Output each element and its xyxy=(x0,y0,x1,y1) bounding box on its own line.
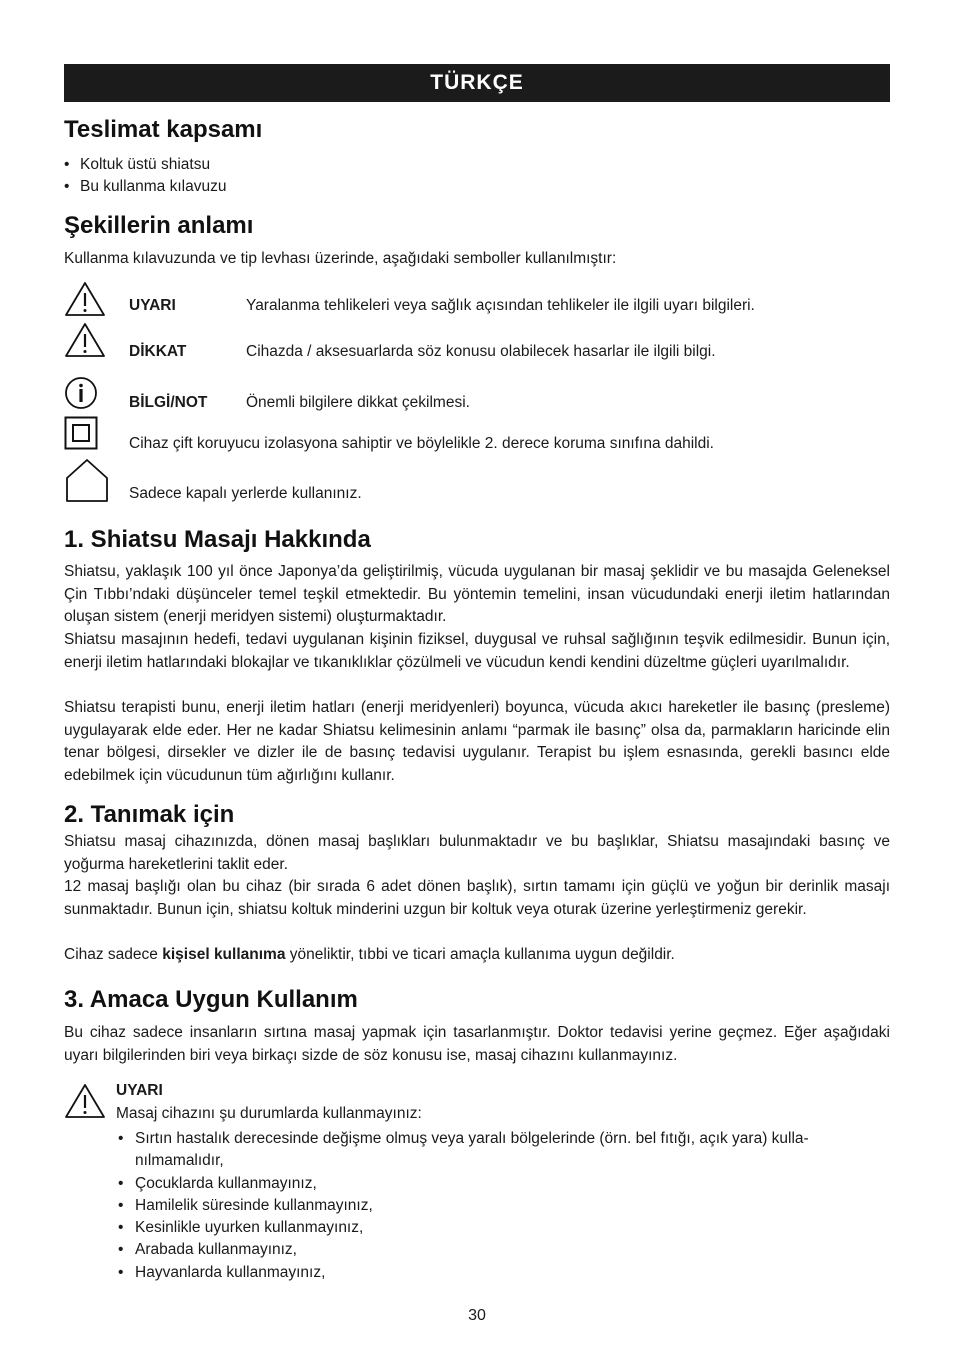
section1-paragraph: Shiatsu masajının hedefi, tedavi uygulanan kişinin fiziksel, duygusal ve ruhsal sağlığının teşvik edilmesidir. Bunun için, enerji iletim hatlarındaki blokajlar ve tıkanıklıklar çözülmeli ve vücudun kendi kendini düzeltme güçleri uyarılmalıdır. xyxy=(64,631,890,671)
symbol-label-caution: DİKKAT xyxy=(129,343,187,360)
list-item: • Hamilelik süresinde kullanmayınız, xyxy=(116,1195,890,1217)
list-item: • Çocuklarda kullanmayınız, xyxy=(116,1173,890,1195)
symbols-title: Şekillerin anlamı xyxy=(64,212,254,239)
list-item: • Arabada kullanmayınız, xyxy=(116,1239,890,1261)
list-item: • Sırtın hastalık derecesinde değişme olmuş veya yaralı bölgelerinde (örn. bel fıtığı, açık yara) kulla-nılmamalıdır, xyxy=(116,1128,890,1173)
section2-paragraph: Shiatsu masaj cihazınızda, dönen masaj başlıkları bulunmaktadır ve bu başlıklar, Shiatsu masajındaki basınç ve yoğurma hareketlerini taklit eder. xyxy=(64,833,890,873)
section1-title: 1. Shiatsu Masajı Hakkında xyxy=(64,526,371,553)
usage-prefix: Cihaz sadece xyxy=(64,946,163,963)
section2-paragraph: 12 masaj başlığı olan bu cihaz (bir sırada 6 adet dönen başlık), sırtın tamamı için güçlü ve yoğun bir derinlik masajı sunmaktadır. Bunun için, shiatsu koltuk minderini uzgun bir koltuk veya oturak üzerine yerleştirmeniz gerekir. xyxy=(64,878,890,918)
symbol-desc-info: Önemli bilgilere dikkat çekilmesi. xyxy=(246,394,470,411)
info-icon xyxy=(64,376,98,410)
symbol-desc-caution: Cihazda / aksesuarlarda söz konusu olabilecek hasarlar ile ilgili bilgi. xyxy=(246,343,716,360)
warning-label: UYARI xyxy=(116,1082,163,1099)
list-item: • Kesinlikle uyurken kullanmayınız, xyxy=(116,1217,890,1239)
usage-bold: kişisel kullanıma xyxy=(162,946,286,963)
warning-triangle-icon xyxy=(64,281,106,317)
symbol-label-info: BİLGİ/NOT xyxy=(129,394,208,411)
list-item: • Bu kullanma kılavuzu xyxy=(64,176,226,198)
symbol-desc-warning: Yaralanma tehlikeleri veya sağlık açısından tehlikeler ile ilgili uyarı bilgileri. xyxy=(246,297,755,314)
warning-intro: Masaj cihazını şu durumlarda kullanmayınız: xyxy=(116,1105,422,1122)
language-label: TÜRKÇE xyxy=(430,71,524,94)
section3-paragraph: Bu cihaz sadece insanların sırtına masaj yapmak için tasarlanmıştır. Doktor tedavisi yerine geçmez. Eğer aşağıdaki uyarı bilgilerinden biri veya birkaçı sizde de söz konusu ise, masaj cihazını kullanmayınız. xyxy=(64,1024,890,1064)
indoor-house-icon xyxy=(64,457,110,503)
double-insulation-icon xyxy=(64,416,98,450)
warning-triangle-icon xyxy=(64,322,106,358)
delivery-list xyxy=(64,154,226,198)
delivery-title: Teslimat kapsamı xyxy=(64,116,263,143)
symbol-label-warning: UYARI xyxy=(129,297,176,314)
section3-title: 3. Amaca Uygun Kullanım xyxy=(64,986,358,1013)
section1-paragraph: Shiatsu, yaklaşık 100 yıl önce Japonya’da geliştirilmiş, vücuda uygulanan bir masaj şeklidir ve bu masajda Geleneksel Çin Tıbbı’ndaki düşünceler temel teşkil etmektedir. Bu yöntemin temelini, insan vücudundaki enerji iletim hatlarından oluşan sistem (enerji meridyen sistemi) oluşturmaktadır. xyxy=(64,563,890,626)
warning-list xyxy=(116,1128,890,1284)
list-item: • Hayvanlarda kullanmayınız, xyxy=(116,1262,890,1284)
page-number: 30 xyxy=(468,1307,486,1324)
section2-usage xyxy=(64,944,890,967)
usage-suffix: yöneliktir, tıbbi ve ticari amaçla kullanıma uygun değildir. xyxy=(285,946,675,963)
warning-triangle-icon xyxy=(64,1083,106,1119)
symbols-intro: Kullanma kılavuzunda ve tip levhası üzerinde, aşağıdaki semboller kullanılmıştır: xyxy=(64,250,617,267)
section2-title: 2. Tanımak için xyxy=(64,801,235,828)
section1-paragraph: Shiatsu terapisti bunu, enerji iletim hatları (enerji meridyenleri) boyunca, vücuda akıcı hareketler ile basınç (presleme) uygulayarak elde eder. Her ne kadar Shiatsu kelimesinin anlamı “parmak ile basınç” olsa da, parmakların haricinde elin tenar bölgesi, dirsekler ve dizler ile de basınç tedavisi uygulanır. Terapist bu işlem esnasında, gerekli basıncı elde edebilmek için vücudunun tüm ağırlığını kullanır. xyxy=(64,699,890,784)
symbol-desc-indoor: Sadece kapalı yerlerde kullanınız. xyxy=(129,485,362,502)
list-item: • Koltuk üstü shiatsu xyxy=(64,154,226,176)
language-header-bar xyxy=(64,64,890,102)
symbol-desc-class2: Cihaz çift koruyucu izolasyona sahiptir ve böylelikle 2. derece koruma sınıfına dahildi. xyxy=(129,435,714,452)
